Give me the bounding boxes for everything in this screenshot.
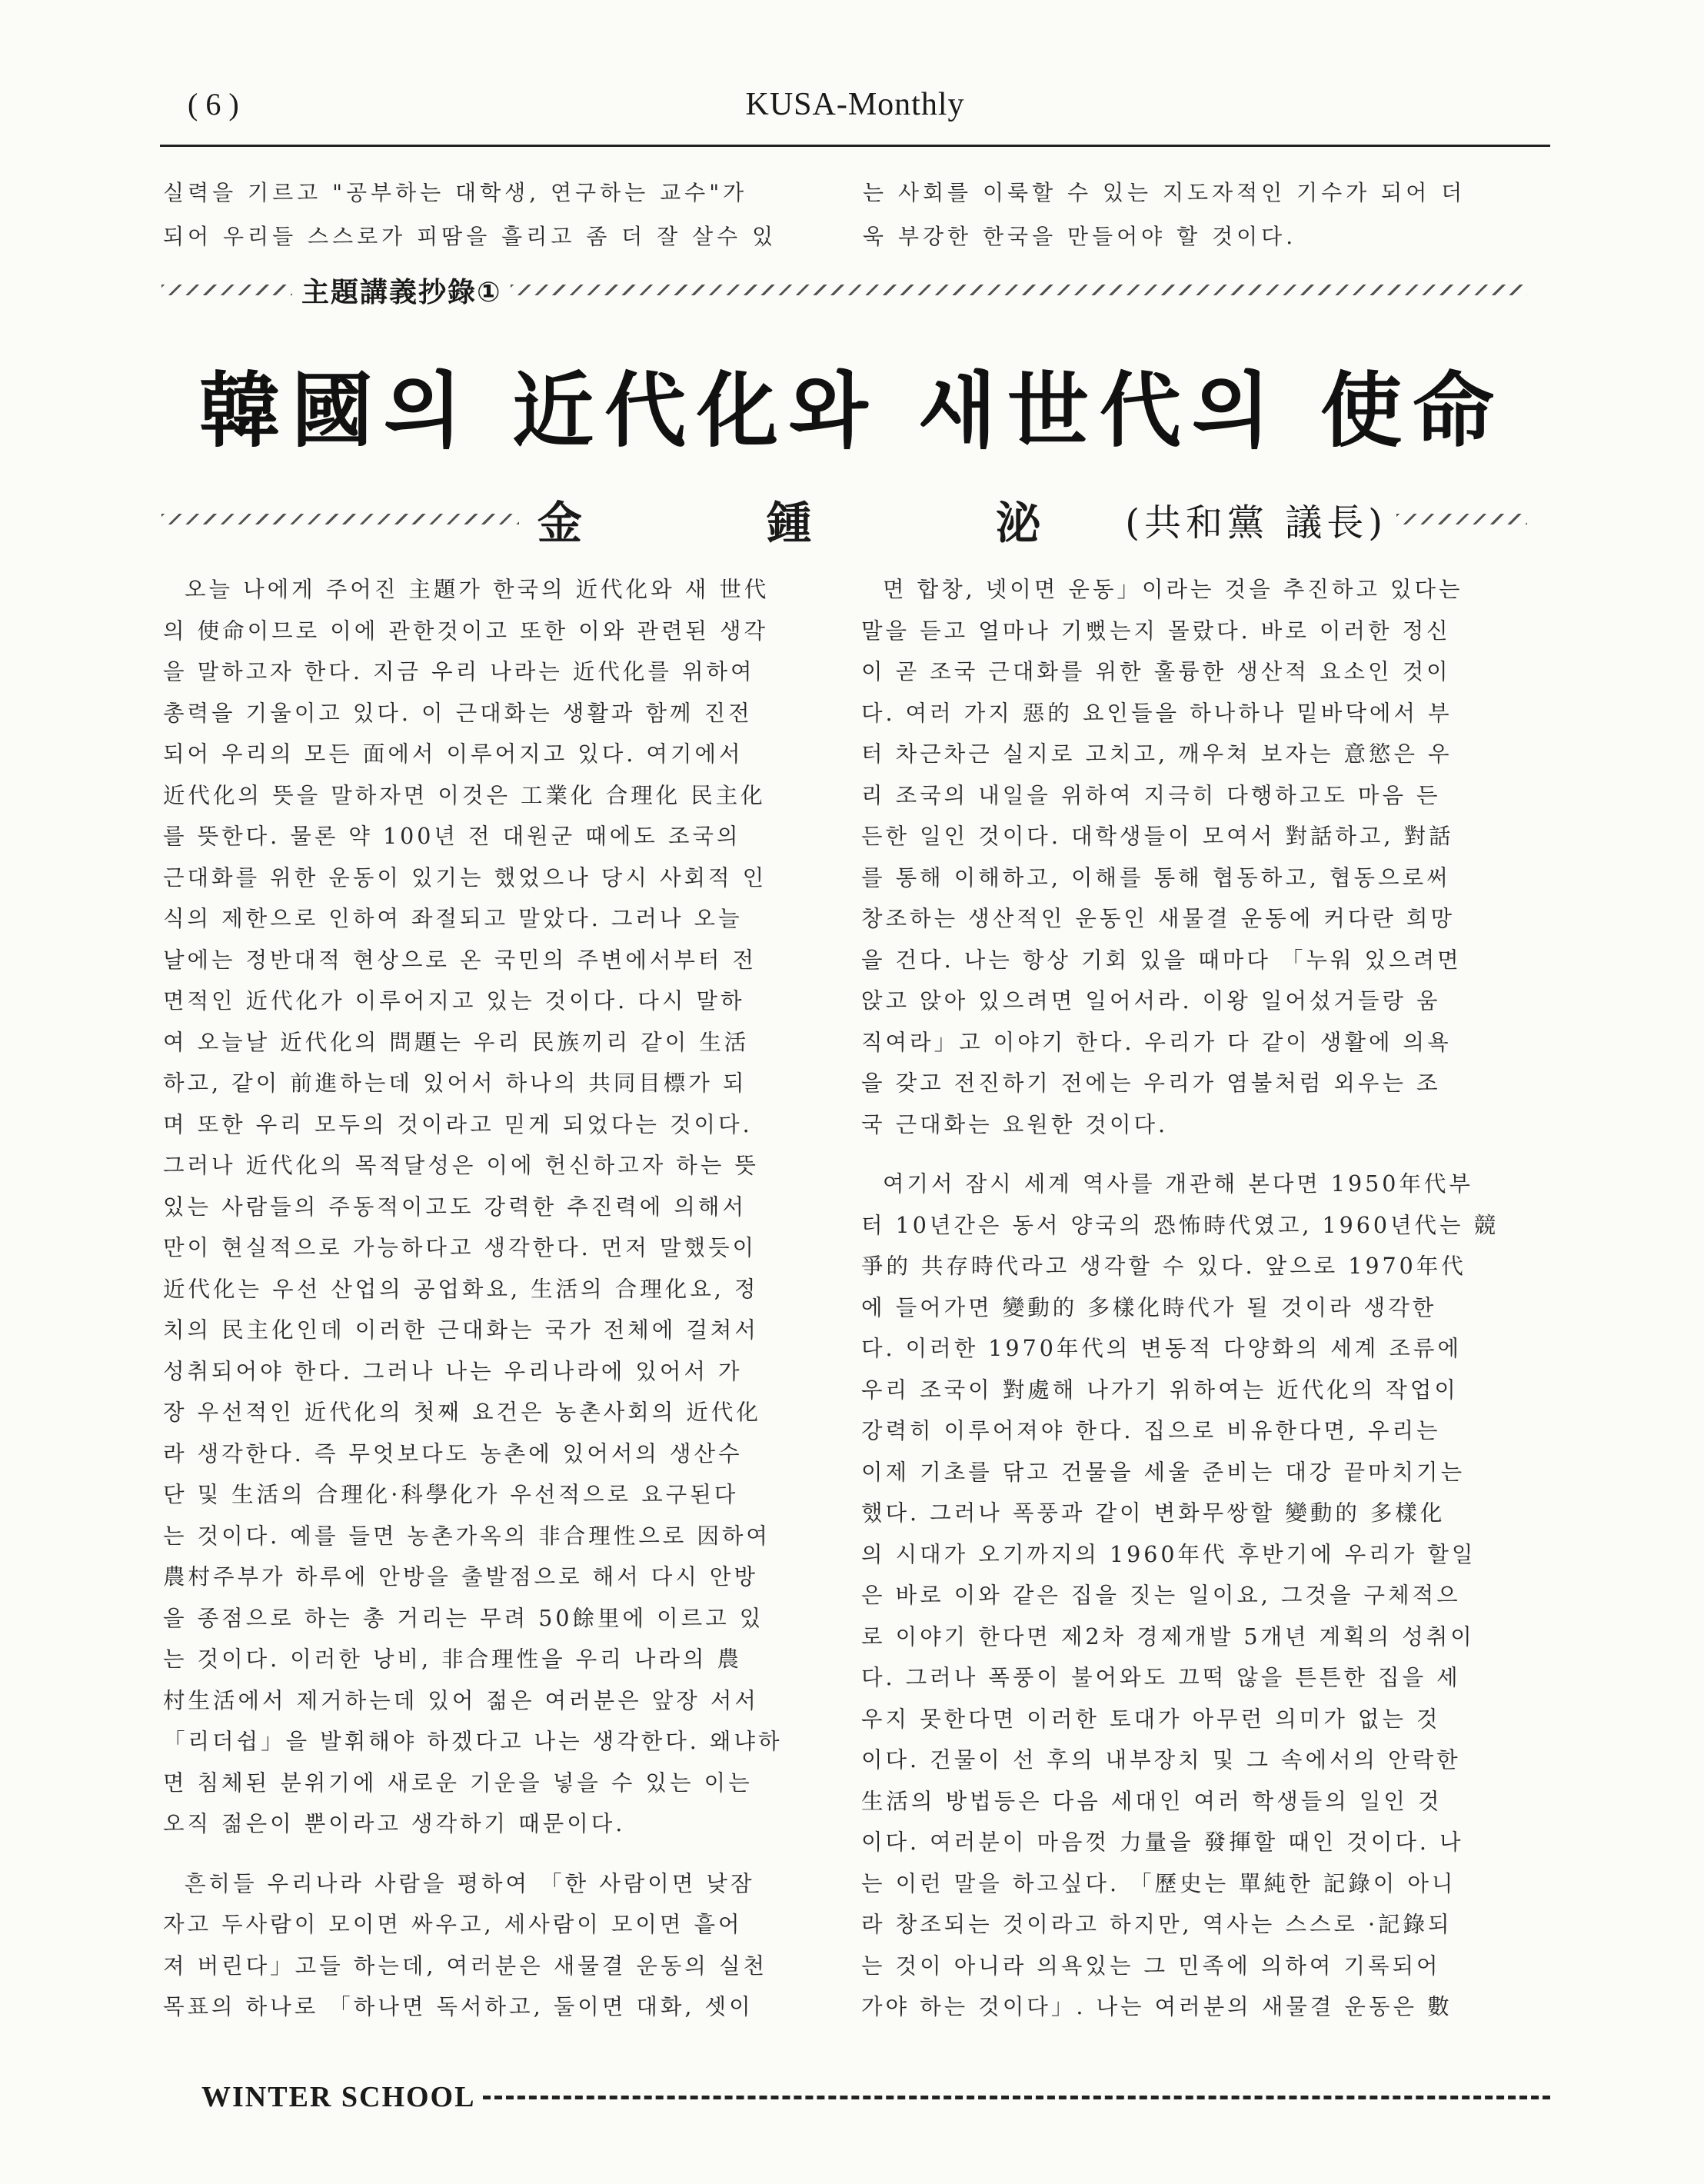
text-line: 는 것이다. 예를 들면 농촌가옥의 非合理性으로 因하여 <box>163 1523 770 1549</box>
text-line: 의 시대가 오기까지의 1960年代 후반기에 우리가 할일 <box>861 1541 1476 1567</box>
body-left-column <box>163 569 818 2028</box>
text-line: 여 오늘날 近代化의 問題는 우리 民族끼리 같이 生活 <box>163 1029 750 1055</box>
page-header <box>160 86 1550 132</box>
text-line: 오직 젊은이 뿐이라고 생각하기 때문이다. <box>163 1811 626 1836</box>
text-line: 날에는 정반대적 현상으로 온 국민의 주변에서부터 전 <box>163 947 757 973</box>
text-line: 라 생각한다. 즉 무엇보다도 농촌에 있어서의 생산수 <box>163 1440 743 1467</box>
running-title: KUSA-Monthly <box>745 87 965 122</box>
text-line: 단 및 生活의 合理化·科學化가 우선적으로 요구된다 <box>163 1482 739 1507</box>
text-line: 近代化의 뜻을 말하자면 이것은 工業化 合理化 民主化 <box>163 782 766 808</box>
text-line: 가야 하는 것이다」. 나는 여러분의 새물결 운동은 數 <box>861 1994 1453 2019</box>
text-line: 며 또한 우리 모두의 것이라고 믿게 되었다는 것이다. <box>163 1111 753 1137</box>
text-line: 우지 못한다면 이러한 토대가 아무런 의미가 없는 것 <box>861 1706 1441 1732</box>
text-line: 을 종점으로 하는 총 거리는 무려 50餘里에 이르고 있 <box>163 1605 764 1631</box>
text-line: 직여라」고 이야기 한다. 우리가 다 같이 생활에 의욕 <box>861 1029 1452 1055</box>
body-right-column <box>861 569 1553 2028</box>
text-line: 되어 우리의 모든 面에서 이루어지고 있다. 여기에서 <box>163 741 744 767</box>
text-line: 식의 제한으로 인하여 좌절되고 말았다. 그러나 오늘 <box>163 906 743 931</box>
page-number: ( 6 ) <box>188 87 239 122</box>
text-line: 여기서 잠시 세계 역사를 개관해 본다면 1950年代부 <box>883 1171 1473 1197</box>
text-line: 면 합창, 넷이면 운동」이라는 것을 추진하고 있다는 <box>883 577 1463 602</box>
text-line: 면적인 近代化가 이루어지고 있는 것이다. 다시 말하 <box>163 988 745 1014</box>
text-line: 爭的 共存時代라고 생각할 수 있다. 앞으로 1970年代 <box>861 1253 1466 1279</box>
text-line: 生活의 방법등은 다음 세대인 여러 학생들의 일인 것 <box>861 1788 1443 1814</box>
text-line: 이 곧 조국 근대화를 위한 훌륭한 생산적 요소인 것이 <box>861 659 1451 684</box>
text-line: 리 조국의 내일을 위하여 지극히 다행하고도 마음 든 <box>861 782 1441 808</box>
text-line: 近代化는 우선 산업의 공업화요, 生活의 合理化요, 정 <box>163 1276 759 1302</box>
text-line: 은 바로 이와 같은 집을 짓는 일이요, 그것을 구체적으 <box>861 1583 1461 1608</box>
text-line: 성취되어야 한다. 그러나 나는 우리나라에 있어서 가 <box>163 1358 743 1384</box>
series-label-bar <box>161 271 1527 309</box>
text-line: 든한 일인 것이다. 대학생들이 모여서 對話하고, 對話 <box>861 824 1454 849</box>
author-name: 金 鍾 泌 <box>537 497 1126 549</box>
author-role: (共和黨 議長) <box>1125 501 1387 544</box>
text-line: 는 사회를 이룩할 수 있는 지도자적인 기수가 되어 더 <box>863 180 1466 205</box>
text-line: 의 使命이므로 이에 관한것이고 또한 이와 관련된 생각 <box>163 618 769 644</box>
author-bar <box>161 492 1527 549</box>
text-line: 는 것이 아니라 의욕있는 그 민족에 의하여 기록되어 <box>861 1953 1441 1979</box>
text-line: 만이 현실적으로 가능하다고 생각한다. 먼저 말했듯이 <box>163 1235 757 1260</box>
text-line: 면 침체된 분위기에 새로운 기운을 넣을 수 있는 이는 <box>163 1770 753 1796</box>
article-body <box>163 569 1550 2069</box>
text-line: 터 차근차근 실지로 고치고, 깨우쳐 보자는 意慾은 우 <box>861 741 1453 767</box>
text-line: 에 들어가면 變動的 多樣化時代가 될 것이라 생각한 <box>861 1294 1437 1320</box>
continuation-right-column <box>863 171 1555 258</box>
text-line: 이다. 여러분이 마음껏 力量을 發揮할 때인 것이다. 나 <box>861 1829 1464 1855</box>
text-line: 오늘 나에게 주어진 主題가 한국의 近代化와 새 世代 <box>185 577 770 602</box>
continuation-left-column <box>163 171 801 258</box>
text-line: 우리 조국이 對處해 나가기 위하여는 近代化의 작업이 <box>861 1377 1459 1403</box>
wavy-rule <box>1396 514 1527 524</box>
wavy-rule <box>161 514 519 524</box>
text-line: 「리더쉽」을 발휘해야 하겠다고 나는 생각한다. 왜냐하 <box>163 1729 783 1754</box>
text-line: 실력을 기르고 "공부하는 대학생, 연구하는 교수"가 <box>163 180 748 205</box>
text-line: 앉고 앉아 있으려면 일어서라. 이왕 일어섰거들랑 움 <box>861 988 1441 1014</box>
wavy-rule <box>511 285 1527 295</box>
header-rule <box>160 145 1550 147</box>
wavy-rule <box>161 285 292 295</box>
text-line: 말을 듣고 얼마나 기뻤는지 몰랐다. 바로 이러한 정신 <box>861 618 1451 644</box>
text-line: 를 통해 이해하고, 이해를 통해 협동하고, 협동으로써 <box>861 864 1451 891</box>
page-footer <box>201 2078 1550 2116</box>
text-line: 는 이런 말을 하고싶다. 「歷史는 單純한 記錄이 아니 <box>861 1870 1456 1896</box>
footer-label: WINTER SCHOOL <box>201 2081 476 2113</box>
text-line: 터 10년간은 동서 양국의 恐怖時代였고, 1960년代는 競 <box>861 1212 1499 1238</box>
article-title: 韓國의 近代化와 새世代의 使命 <box>198 364 1506 458</box>
text-line: 을 갖고 전진하기 전에는 우리가 염불처럼 외우는 조 <box>861 1070 1441 1096</box>
text-line: 이제 기초를 닦고 건물을 세울 준비는 대강 끝마치기는 <box>861 1459 1466 1485</box>
text-line: 하고, 같이 前進하는데 있어서 하나의 共同目標가 되 <box>163 1070 747 1096</box>
text-line: 을 건다. 나는 항상 기회 있을 때마다 「누워 있으려면 <box>861 947 1462 973</box>
text-line: 총력을 기울이고 있다. 이 근대화는 생활과 함께 진전 <box>163 700 753 726</box>
text-line: 욱 부강한 한국을 만들어야 할 것이다. <box>863 224 1297 249</box>
text-line: 있는 사람들의 주동적이고도 강력한 추진력에 의해서 <box>163 1194 747 1220</box>
text-line: 국 근대화는 요원한 것이다. <box>861 1111 1169 1137</box>
text-line: 를 뜻한다. 물론 약 100년 전 대원군 때에도 조국의 <box>163 824 741 849</box>
text-line: 창조하는 생산적인 운동인 새물결 운동에 커다란 희망 <box>861 906 1456 931</box>
dashed-rule <box>483 2096 1550 2099</box>
text-line: 치의 民主化인데 이러한 근대화는 국가 전체에 걸쳐서 <box>163 1317 759 1343</box>
paragraph-gap <box>861 1145 1553 1164</box>
text-line: 근대화를 위한 운동이 있기는 했었으나 당시 사회적 인 <box>163 864 767 891</box>
text-line: 는 것이다. 이러한 낭비, 非合理性을 우리 나라의 農 <box>163 1646 743 1672</box>
text-line: 강력히 이루어져야 한다. 집으로 비유한다면, 우리는 <box>861 1418 1441 1443</box>
paragraph-gap <box>163 1845 818 1863</box>
text-line: 했다. 그러나 폭풍과 같이 변화무쌍할 變動的 多樣化 <box>861 1500 1446 1526</box>
text-line: 農村주부가 하루에 안방을 출발점으로 해서 다시 안방 <box>163 1564 758 1590</box>
text-line: 다. 그러나 폭풍이 불어와도 끄떡 않을 튼튼한 집을 세 <box>861 1665 1461 1690</box>
text-line: 다. 여러 가지 惡的 요인들을 하나하나 밑바닥에서 부 <box>861 700 1453 726</box>
text-line: 다. 이러한 1970年代의 변동적 다양화의 세계 조류에 <box>861 1336 1462 1361</box>
text-line: 로 이야기 한다면 제2차 경제개발 5개년 계획의 성취이 <box>861 1623 1475 1650</box>
text-line: 자고 두사람이 모이면 싸우고, 세사람이 모이면 흩어 <box>163 1912 743 1937</box>
series-label: 主題講義抄錄① <box>301 276 502 308</box>
text-line: 흔히들 우리나라 사람을 평하여 「한 사람이면 낮잠 <box>185 1870 755 1896</box>
text-line: 村生活에서 제거하는데 있어 젊은 여러분은 앞장 서서 <box>163 1687 759 1713</box>
text-line: 라 창조되는 것이라고 하지만, 역사는 스스로 ·記錄되 <box>861 1912 1453 1937</box>
text-line: 이다. 건물이 선 후의 내부장치 및 그 속에서의 안락한 <box>861 1747 1461 1773</box>
text-line: 장 우선적인 近代化의 첫째 요건은 농촌사회의 近代化 <box>163 1400 761 1425</box>
text-line: 되어 우리들 스스로가 피땀을 흘리고 좀 더 잘 살수 있 <box>163 224 777 249</box>
text-line: 을 말하고자 한다. 지금 우리 나라는 近代化를 위하여 <box>163 659 755 684</box>
text-line: 그러나 近代化의 목적달성은 이에 헌신하고자 하는 뜻 <box>163 1153 759 1178</box>
text-line: 목표의 하나로 「하나면 독서하고, 둘이면 대화, 셋이 <box>163 1994 754 2019</box>
previous-article-continuation <box>163 171 1550 263</box>
text-line: 져 버린다」고들 하는데, 여러분은 새물결 운동의 실천 <box>163 1953 768 1979</box>
